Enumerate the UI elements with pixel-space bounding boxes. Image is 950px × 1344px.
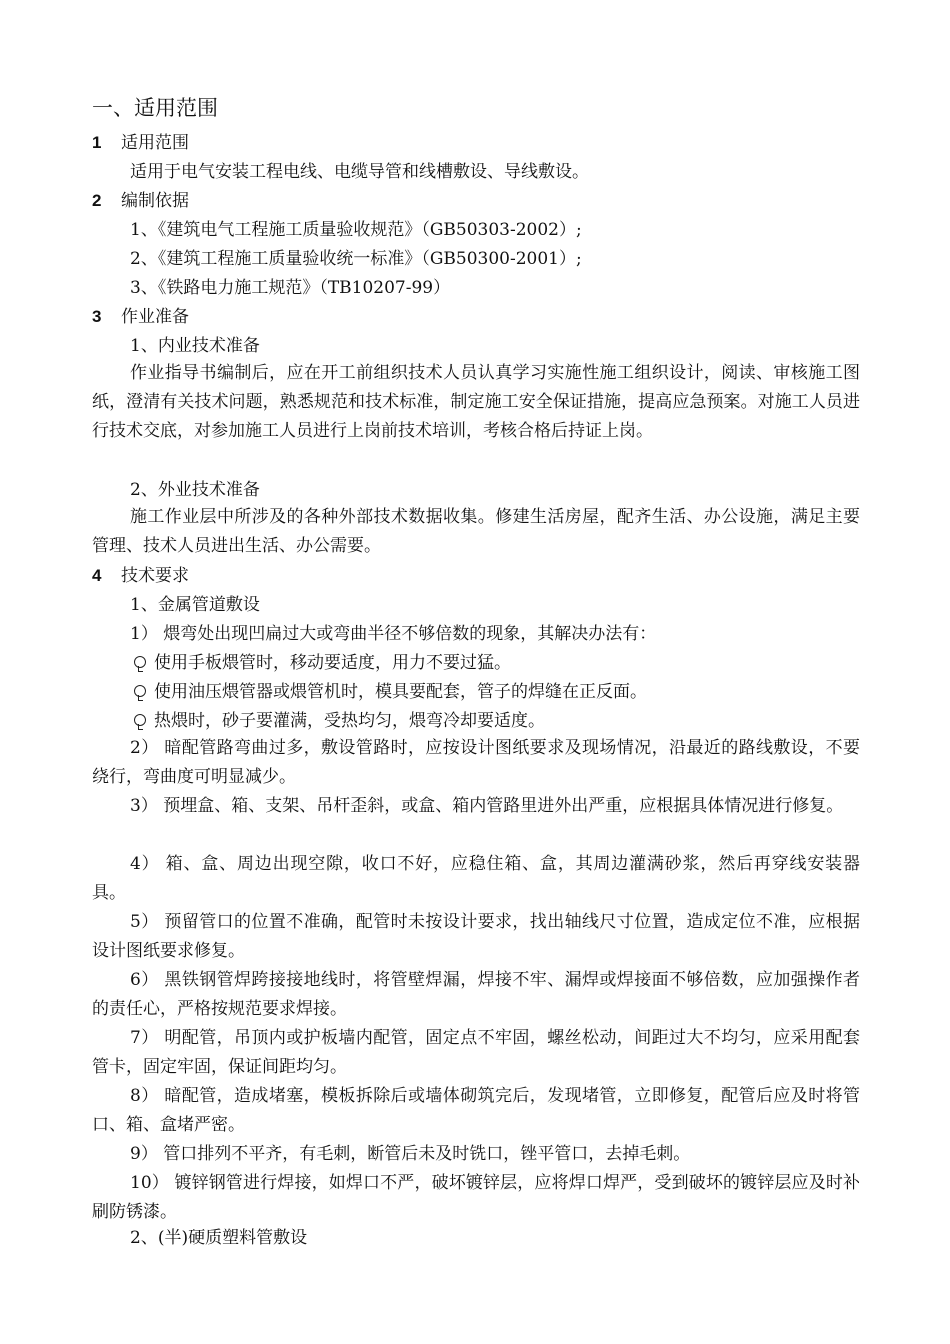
section-number: 2 xyxy=(92,191,102,210)
list-item: 3） 预埋盒、箱、支架、吊杆歪斜，或盒、箱内管路里进外出严重，应根据具体情况进行修复。 xyxy=(130,796,844,816)
list-item: 6） 黑铁钢管焊跨接接地线时，将管壁焊漏，焊接不牢、漏焊或焊接面不够倍数，应加强操作者的责任心，严格按规范要求焊接。 xyxy=(92,970,860,1019)
list-item: 10） 镀锌钢管进行焊接，如焊口不严，破坏镀锌层，应将焊口焊严，受到破坏的镀锌层应及时补刷防锈漆。 xyxy=(92,1173,860,1222)
section-heading-1 xyxy=(92,132,189,154)
list-item: 9） 管口排列不平齐，有毛刺，断管后未及时铣口，锉平管口，去掉毛刺。 xyxy=(130,1144,691,1164)
list-item: 7） 明配管，吊顶内或护板墙内配管，固定点不牢固，螺丝松动，间距过大不均匀，应采用配套管卡，固定牢固，保证间距均匀。 xyxy=(92,1028,860,1077)
section-title: 技术要求 xyxy=(121,566,189,586)
list-item: 4） 箱、盒、周边出现空隙，收口不好，应稳住箱、盒，其周边灌满砂浆，然后再穿线安装器具。 xyxy=(92,854,860,903)
reference-item: 1、《建筑电气工程施工质量验收规范》（GB50303-2002）; xyxy=(130,220,582,240)
bullet-icon xyxy=(132,683,148,699)
bullet-item xyxy=(132,652,511,674)
subheading-internal-prep: 1、内业技术准备 xyxy=(130,336,260,356)
section-title: 作业准备 xyxy=(121,307,189,327)
section-number: 4 xyxy=(92,566,102,585)
section-1-text: 适用于电气安装工程电线、电缆导管和线槽敷设、导线敷设。 xyxy=(130,162,589,182)
section-title: 适用范围 xyxy=(121,133,189,153)
bullet-item xyxy=(132,681,647,703)
paragraph-external-prep: 施工作业层中所涉及的各种外部技术数据收集。修建生活房屋，配齐生活、办公设施，满足主要管理、技术人员进出生活、办公需要。 xyxy=(92,507,860,556)
section-number: 1 xyxy=(92,133,102,152)
section-heading-2 xyxy=(92,190,189,212)
list-item: 2） 暗配管路弯曲过多，敷设管路时，应按设计图纸要求及现场情况，沿最近的路线敷设，不要绕行，弯曲度可明显减少。 xyxy=(92,738,860,787)
page-title: 一、适用范围 xyxy=(92,96,218,120)
section-title: 编制依据 xyxy=(121,191,189,211)
subheading-external-prep: 2、外业技术准备 xyxy=(130,480,260,500)
list-item: 8） 暗配管，造成堵塞，模板拆除后或墙体砌筑完后，发现堵管，立即修复，配管后应及时将管口、箱、盒堵严密。 xyxy=(92,1086,860,1135)
section-heading-3 xyxy=(92,306,189,328)
bullet-item xyxy=(132,710,545,732)
reference-item: 2、《建筑工程施工质量验收统一标准》（GB50300-2001）; xyxy=(130,249,582,269)
bullet-icon xyxy=(132,654,148,670)
bullet-text: 热煨时，砂子要灌满，受热均匀，煨弯冷却要适度。 xyxy=(154,711,545,731)
bullet-text: 使用手板煨管时，移动要适度，用力不要过猛。 xyxy=(154,653,511,673)
section-number: 3 xyxy=(92,307,102,326)
list-item: 1） 煨弯处出现凹扁过大或弯曲半径不够倍数的现象，其解决办法有： xyxy=(130,624,657,644)
section-heading-4 xyxy=(92,565,189,587)
subheading-metal-pipe: 1、金属管道敷设 xyxy=(130,595,260,615)
reference-item: 3、《铁路电力施工规范》（TB10207-99） xyxy=(130,278,451,298)
paragraph-internal-prep: 作业指导书编制后，应在开工前组织技术人员认真学习实施性施工组织设计，阅读、审核施工图纸，澄清有关技术问题，熟悉规范和技术标准，制定施工安全保证措施，提高应急预案。对施工人员进行技术交底，对参加施工人员进行上岗前技术培训，考核合格后持证上岗。 xyxy=(92,363,860,441)
bullet-icon xyxy=(132,712,148,728)
list-item: 5） 预留管口的位置不准确，配管时未按设计要求，找出轴线尺寸位置，造成定位不准，应根据设计图纸要求修复。 xyxy=(92,912,860,961)
bullet-text: 使用油压煨管器或煨管机时，模具要配套，管子的焊缝在正反面。 xyxy=(154,682,647,702)
subheading-plastic-pipe: 2、(半)硬质塑料管敷设 xyxy=(130,1228,308,1248)
